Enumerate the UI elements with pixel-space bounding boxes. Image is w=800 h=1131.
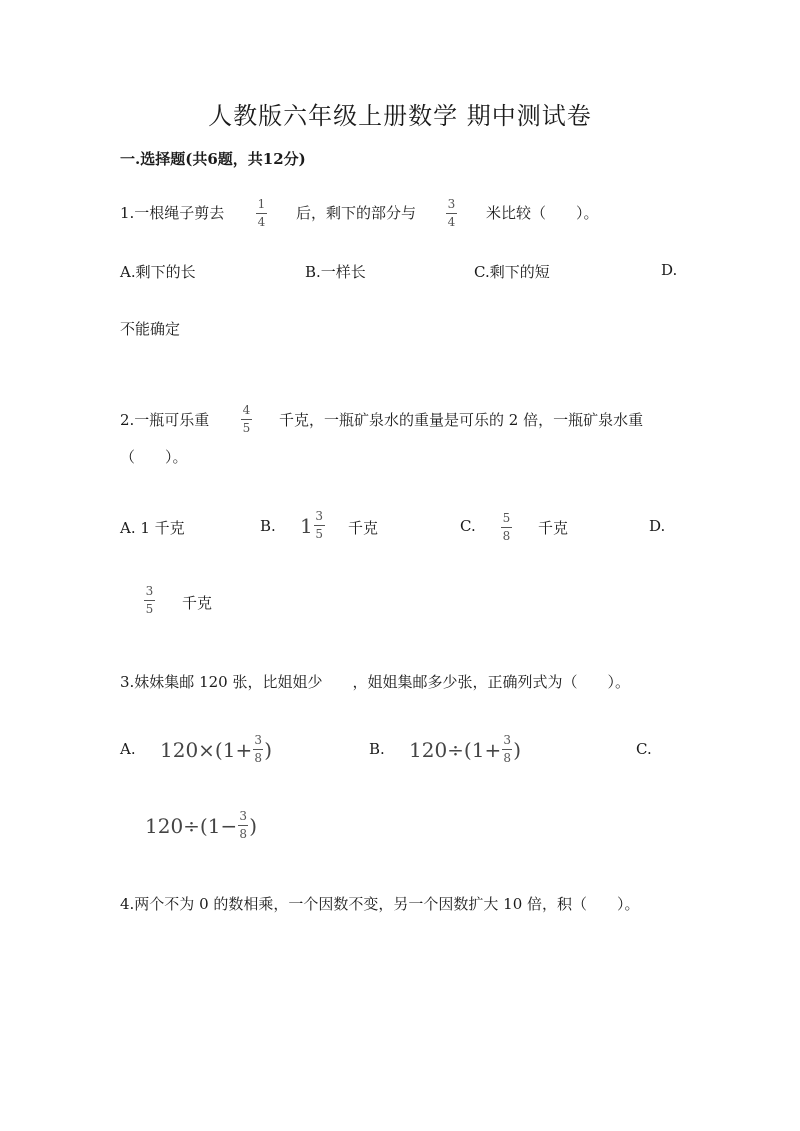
fraction [238, 810, 248, 841]
q3-text: 3.妹妹集邮 120 张，比姐姐少 ，姐姐集邮多少张，正确列式为（ ）。 [120, 673, 630, 691]
denominator: 8 [239, 827, 248, 841]
fraction [314, 510, 325, 541]
fraction-bar [314, 525, 325, 526]
q3-option-c[interactable]: C. [636, 740, 652, 758]
denominator: 5 [145, 602, 154, 616]
q2-option-d-unit: 千克 [182, 594, 213, 612]
numerator: 3 [239, 809, 248, 823]
q1-option-d-text: 不能确定 [120, 320, 181, 338]
fraction-bar [238, 825, 248, 826]
section-heading: 一.选择题(共6题，共12分) [120, 150, 306, 168]
numerator: 3 [447, 197, 456, 211]
numerator: 3 [254, 733, 263, 747]
q2-line-1: 千克，一瓶矿泉水的重量是可乐的 2 倍，一瓶矿泉水重 [279, 411, 644, 429]
q1-option-a[interactable]: A.剩下的长 [120, 263, 196, 281]
denominator: 8 [254, 751, 263, 765]
fraction [253, 734, 263, 765]
q1-fraction-1 [256, 198, 267, 229]
q3-option-a-expression [160, 734, 272, 765]
q1-suffix: 米比较（ ）。 [486, 204, 599, 222]
numerator: 1 [257, 197, 266, 211]
q2-option-b-unit: 千克 [348, 519, 379, 537]
q1-prefix: 1.一根绳子剪去 [120, 204, 225, 222]
fraction-bar [446, 213, 457, 214]
q1-option-b[interactable]: B.一样长 [305, 263, 366, 281]
expression-suffix: ) [264, 737, 273, 762]
q2-option-b-mixed-number [300, 510, 325, 541]
q2-fraction [241, 404, 252, 435]
q1-option-c[interactable]: C.剩下的短 [474, 263, 550, 281]
q2-option-d-fraction [144, 585, 155, 616]
whole-part: 1 [300, 513, 313, 538]
numerator: 3 [315, 509, 324, 523]
q3-option-b[interactable]: B. [369, 740, 385, 758]
fraction-bar [253, 749, 263, 750]
denominator: 5 [315, 527, 324, 541]
fraction-bar [144, 600, 155, 601]
expression-suffix: ) [249, 813, 258, 838]
q1-option-d[interactable]: D. [661, 261, 678, 279]
fraction-bar [501, 527, 512, 528]
expression-prefix: 120÷(1+ [409, 737, 502, 762]
numerator: 3 [503, 733, 512, 747]
q3-option-b-expression [409, 734, 521, 765]
q2-prefix: 2.一瓶可乐重 [120, 411, 210, 429]
denominator: 8 [503, 751, 512, 765]
q2-option-a[interactable]: A. 1 千克 [120, 519, 185, 537]
numerator: 4 [242, 403, 251, 417]
expression-prefix: 120÷(1− [145, 813, 238, 838]
fraction-bar [241, 419, 252, 420]
q3-option-a[interactable]: A. [120, 740, 136, 758]
q2-option-c[interactable]: C. [460, 517, 476, 535]
denominator: 4 [447, 215, 456, 229]
page-title: 人教版六年级上册数学 期中测试卷 [208, 102, 592, 130]
q2-option-c-unit: 千克 [538, 519, 569, 537]
denominator: 4 [257, 215, 266, 229]
q1-middle: 后，剩下的部分与 [296, 204, 417, 222]
q3-option-c-expression [145, 810, 257, 841]
q4-text: 4.两个不为 0 的数相乘，一个因数不变，另一个因数扩大 10 倍，积（ ）。 [120, 895, 640, 913]
expression-prefix: 120×(1+ [160, 737, 253, 762]
q2-option-b[interactable]: B. [260, 517, 276, 535]
expression-suffix: ) [513, 737, 522, 762]
fraction-bar [256, 213, 267, 214]
q1-fraction-2 [446, 198, 457, 229]
numerator: 5 [502, 511, 511, 525]
denominator: 8 [502, 529, 511, 543]
q2-option-c-fraction [501, 512, 512, 543]
fraction-bar [502, 749, 512, 750]
fraction [502, 734, 512, 765]
q2-option-d[interactable]: D. [649, 517, 666, 535]
q2-line-2: （ ）。 [120, 448, 188, 466]
numerator: 3 [145, 584, 154, 598]
denominator: 5 [242, 421, 251, 435]
